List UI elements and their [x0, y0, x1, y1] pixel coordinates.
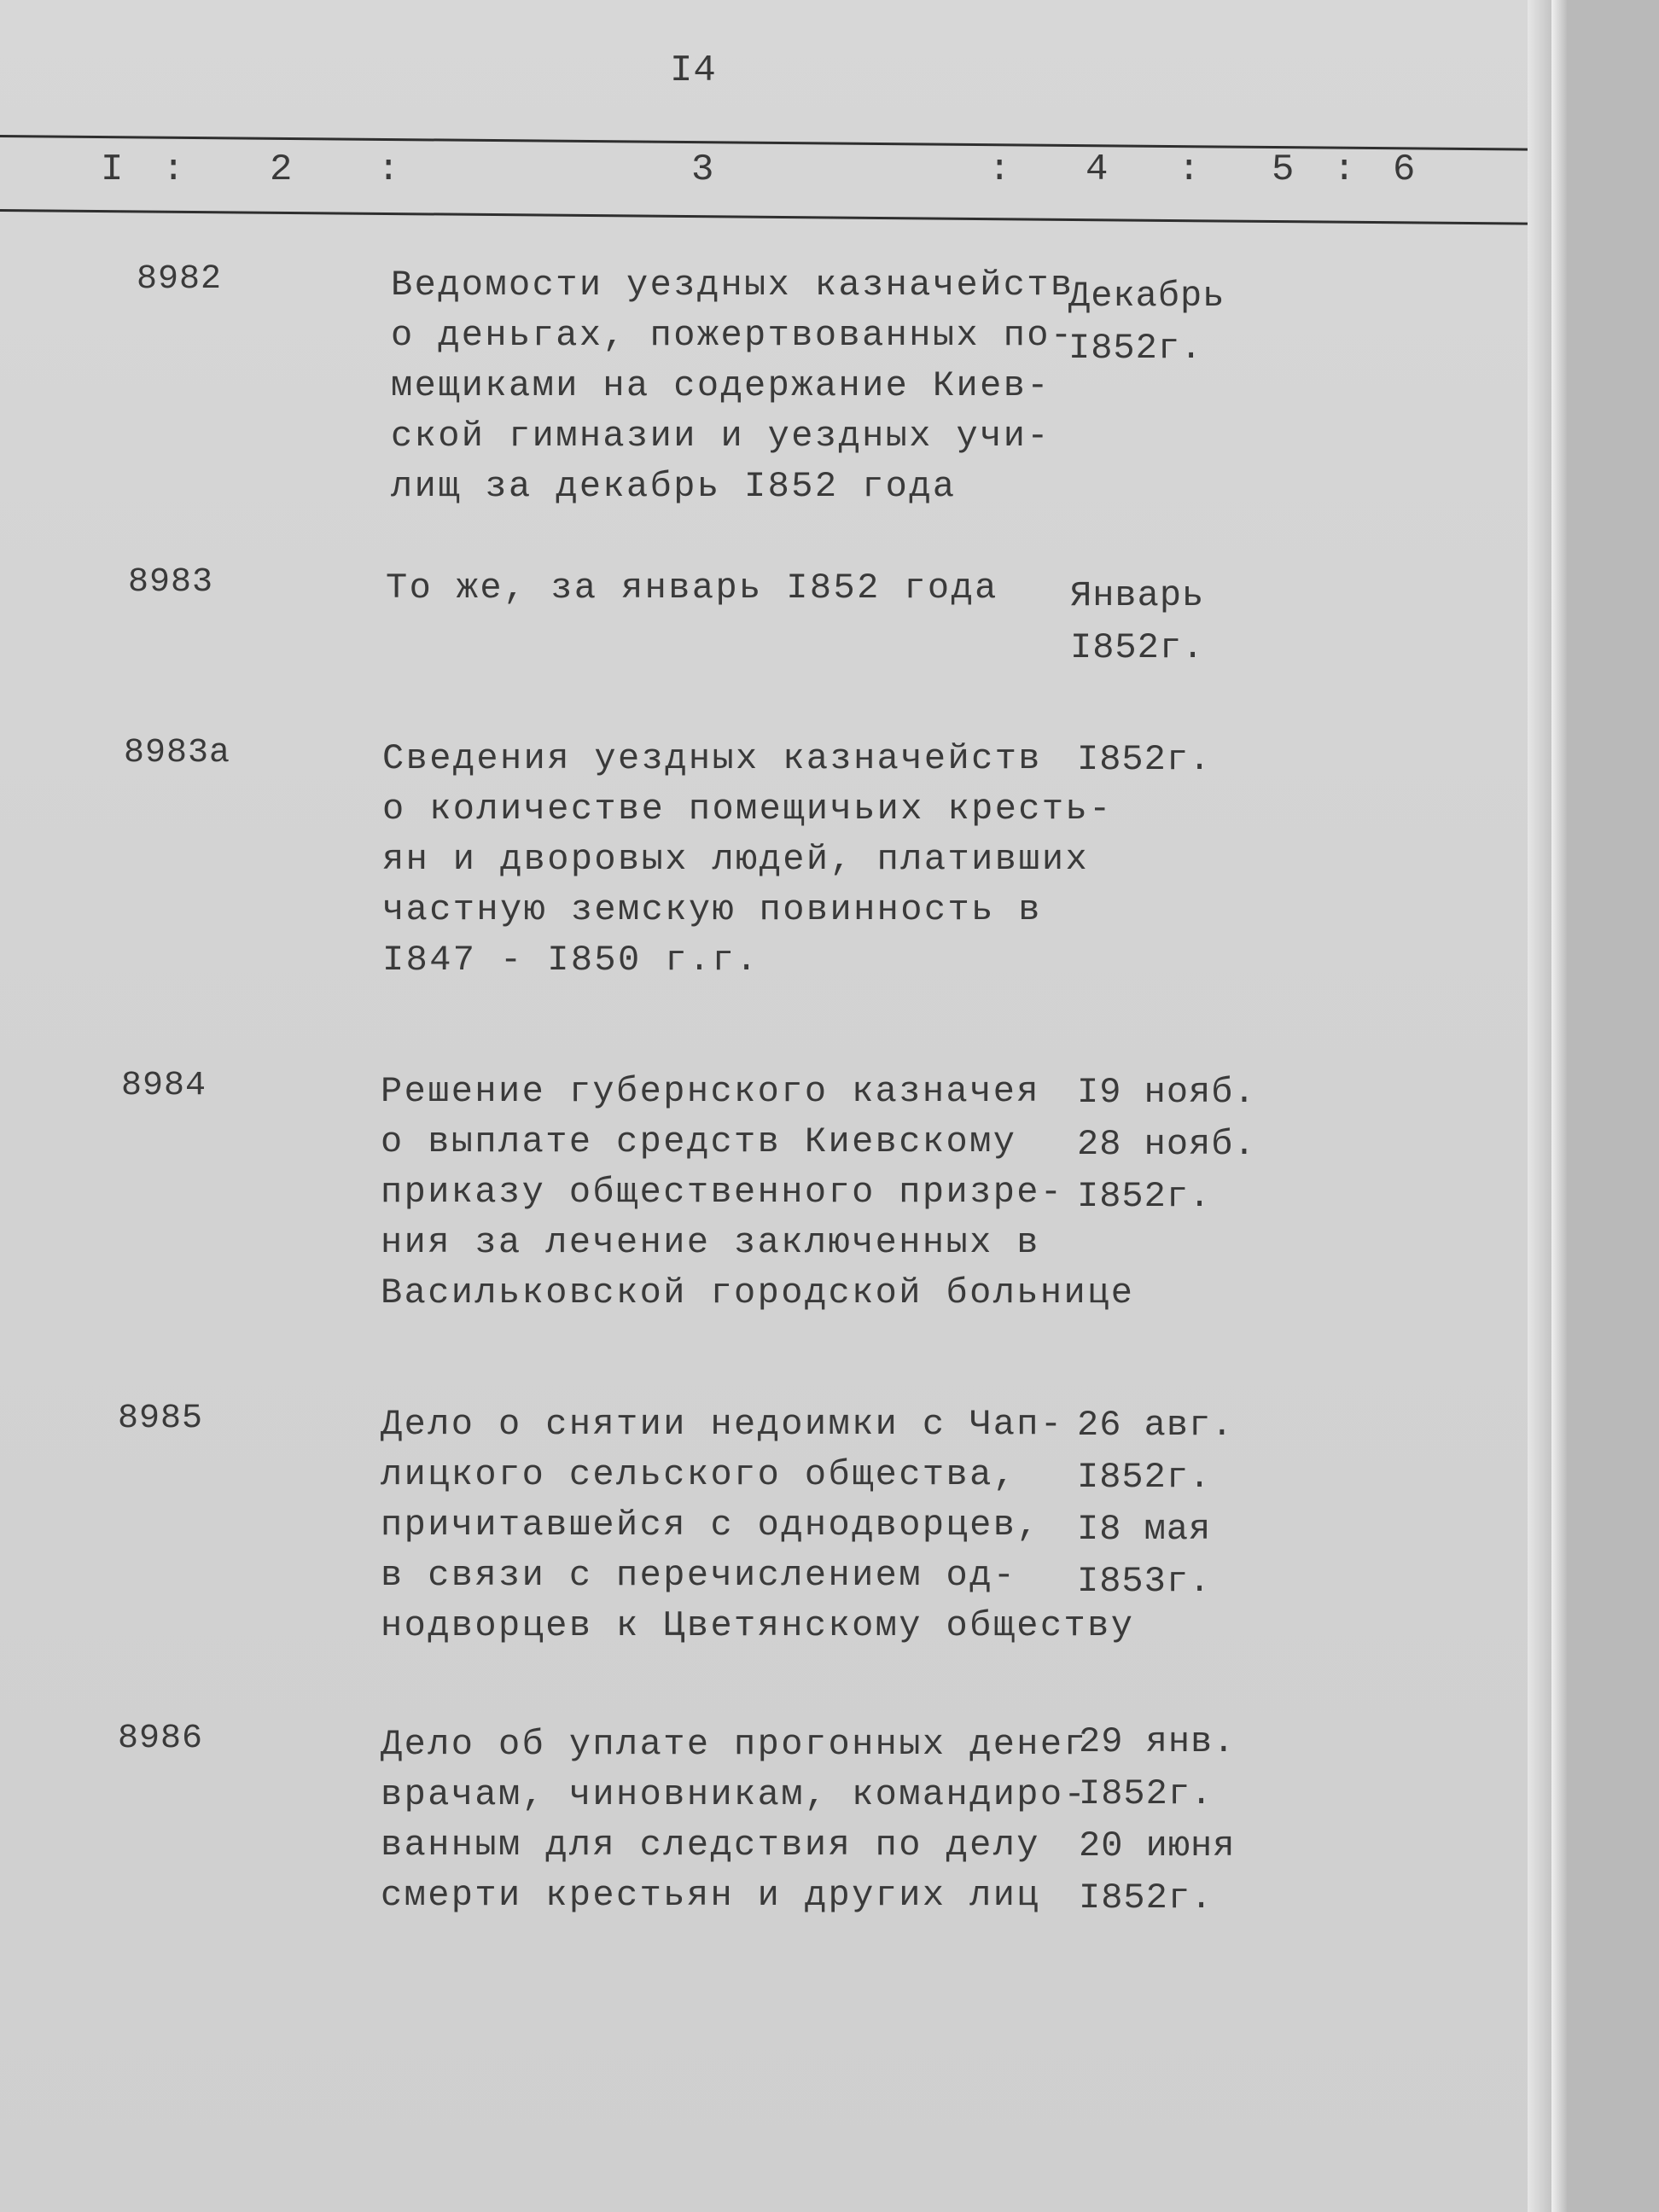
column-separator: :	[377, 148, 400, 191]
description-line: Дело о снятии недоимки с Чап-	[381, 1404, 1064, 1445]
entry-description	[391, 260, 1108, 512]
column-separator: :	[988, 148, 1011, 191]
date-line: Январь	[1070, 575, 1205, 616]
column-header-4: 4	[1086, 148, 1109, 191]
description-line: ян и дворовых людей, плативших	[382, 839, 1090, 880]
date-line: I852г.	[1077, 739, 1212, 780]
description-line: о выплате средств Киевскому	[381, 1121, 1017, 1162]
entry-dates	[1079, 1716, 1301, 1924]
description-line: приказу общественного призре-	[381, 1172, 1064, 1213]
description-line: мещиками на содержание Киев-	[391, 365, 1051, 406]
description-line: Ведомости уездных казначейств	[391, 265, 1074, 306]
description-line: смерти крестьян и других лиц	[381, 1875, 1040, 1916]
description-line: о деньгах, пожертвованных по-	[391, 315, 1074, 356]
entry-dates	[1077, 1067, 1299, 1223]
header-bottom-rule	[0, 209, 1528, 225]
column-header-2: 2	[270, 148, 293, 191]
description-line: Решение губернского казначея	[381, 1071, 1040, 1112]
description-line: ванным для следствия по делу	[381, 1825, 1040, 1866]
date-line: Декабрь	[1068, 276, 1225, 317]
page-number: I4	[670, 49, 717, 92]
entry-description	[381, 1720, 1097, 1921]
date-line: I852г.	[1079, 1773, 1214, 1814]
date-line: I8 мая	[1077, 1509, 1212, 1550]
entry-description	[386, 563, 1103, 614]
date-line: 29 янв.	[1079, 1721, 1236, 1762]
date-line: 26 авг.	[1077, 1405, 1234, 1446]
description-line: врачам, чиновникам, командиро-	[381, 1774, 1088, 1815]
column-header-row	[0, 145, 1528, 205]
column-header-6: 6	[1393, 148, 1416, 191]
description-line: причитавшейся с однодворцев,	[381, 1505, 1040, 1545]
description-line: Васильковской городской больнице	[381, 1272, 1135, 1313]
description-line: частную земскую повинность в	[382, 889, 1042, 930]
entry-number: 8984	[121, 1067, 207, 1105]
description-line: о количестве помещичьих кресть-	[382, 789, 1113, 830]
entry-description	[381, 1067, 1135, 1318]
description-line: нодворцев к Цветянскому обществу	[381, 1605, 1135, 1646]
description-line: ния за лечение заключенных в	[381, 1222, 1040, 1263]
description-line: Дело об уплате прогонных денег	[381, 1724, 1088, 1765]
column-header-1: I	[101, 148, 124, 191]
entry-number: 8985	[118, 1400, 204, 1438]
column-separator: :	[162, 148, 185, 191]
entry-dates	[1077, 1400, 1299, 1608]
entry-dates	[1068, 271, 1290, 375]
page-edge	[1528, 0, 1551, 2212]
description-line: ской гимназии и уездных учи-	[391, 416, 1051, 457]
entry-dates	[1070, 570, 1292, 674]
column-separator: :	[1178, 148, 1201, 191]
description-line: I847 - I850 г.г.	[382, 940, 760, 981]
description-line: То же, за январь I852 года	[386, 568, 998, 608]
column-separator: :	[1333, 148, 1356, 191]
description-line: лицкого сельского общества,	[381, 1454, 1017, 1495]
column-header-5: 5	[1272, 148, 1295, 191]
date-line: I852г.	[1077, 1457, 1212, 1498]
description-line: в связи с перечислением од-	[381, 1555, 1017, 1596]
description-line: лищ за декабрь I852 года	[391, 466, 957, 507]
entry-number: 8982	[137, 260, 223, 299]
date-line: I852г.	[1068, 328, 1203, 369]
entry-description	[382, 734, 1113, 986]
date-line: I852г.	[1077, 1176, 1212, 1217]
date-line: 20 июня	[1079, 1825, 1236, 1866]
entry-number: 8983а	[124, 734, 231, 772]
date-line: I852г.	[1070, 627, 1205, 668]
entry-dates	[1077, 734, 1299, 786]
date-line: I9 нояб.	[1077, 1072, 1256, 1113]
entry-number: 8986	[118, 1720, 204, 1758]
date-line: I852г.	[1079, 1877, 1214, 1918]
column-header-3: 3	[691, 148, 714, 191]
date-line: I853г.	[1077, 1561, 1212, 1602]
page-edge	[1551, 0, 1567, 2212]
date-line: 28 нояб.	[1077, 1124, 1256, 1165]
entry-description	[381, 1400, 1135, 1651]
entry-number: 8983	[128, 563, 214, 602]
description-line: Сведения уездных казначейств	[382, 738, 1042, 779]
